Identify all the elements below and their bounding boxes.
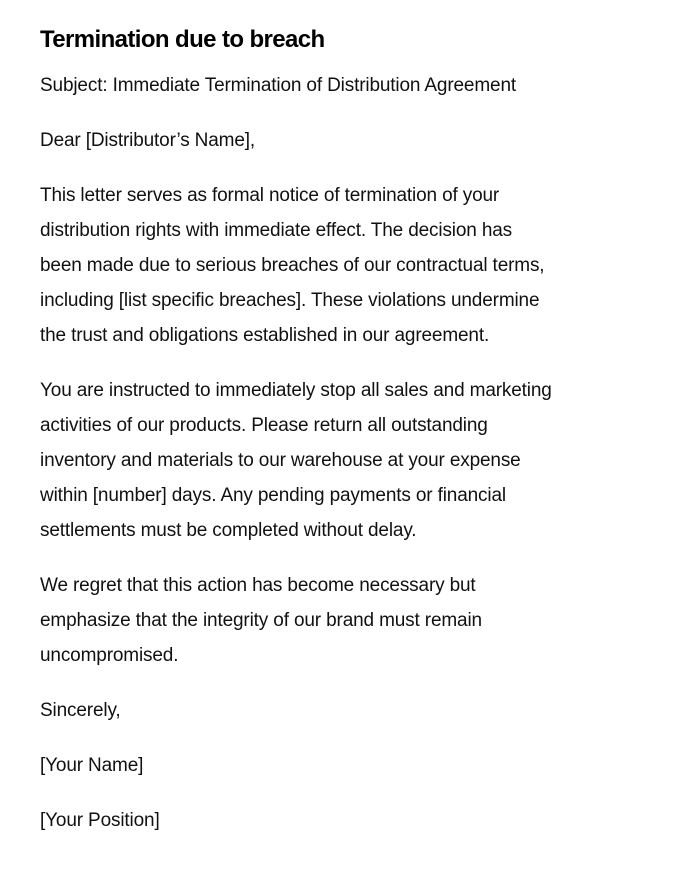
paragraph-termination-notice <box>40 178 650 353</box>
paragraph-line: the trust and obligations established in our agreement. <box>40 325 490 346</box>
closing: Sincerely, <box>40 700 121 721</box>
letter-document <box>40 24 650 858</box>
signature-name: [Your Name] <box>40 755 144 776</box>
paragraph-line: This letter serves as formal notice of termination of your <box>40 185 500 206</box>
paragraph-line: We regret that this action has become necessary but <box>40 575 476 596</box>
paragraph-line: distribution rights with immediate effect. The decision has <box>40 220 513 241</box>
subject-line: Subject: Immediate Termination of Distribution Agreement <box>40 75 516 96</box>
paragraph-line: You are instructed to immediately stop all sales and marketing <box>40 380 552 401</box>
paragraph-line: settlements must be completed without delay. <box>40 520 417 541</box>
paragraph-line: inventory and materials to our warehouse at your expense <box>40 450 521 471</box>
paragraph-line: uncompromised. <box>40 645 179 666</box>
document-title: Termination due to breach <box>40 26 325 53</box>
salutation: Dear [Distributor’s Name], <box>40 130 256 151</box>
paragraph-line: been made due to serious breaches of our contractual terms, <box>40 255 545 276</box>
paragraph-line: activities of our products. Please return all outstanding <box>40 415 488 436</box>
paragraph-line: within [number] days. Any pending payments or financial <box>40 485 506 506</box>
paragraph-regret <box>40 568 650 673</box>
paragraph-line: emphasize that the integrity of our brand must remain <box>40 610 482 631</box>
paragraph-instructions <box>40 373 650 548</box>
paragraph-line: including [list specific breaches]. These violations undermine <box>40 290 540 311</box>
signature-position: [Your Position] <box>40 810 160 831</box>
